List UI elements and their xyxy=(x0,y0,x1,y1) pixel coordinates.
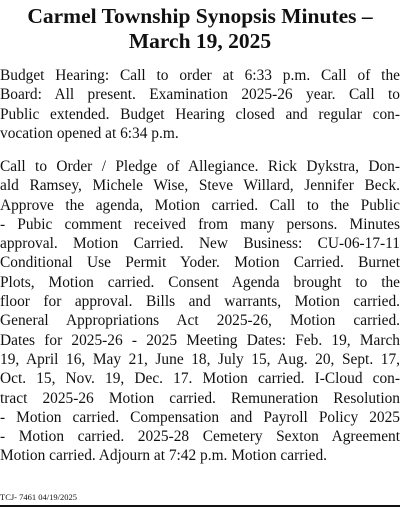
paragraph-line: General Appropriations Act 2025-26, Motion carried. xyxy=(0,312,400,330)
paragraph-line: - Motion carried. Compensation and Payroll Policy 2025 xyxy=(0,408,400,426)
paragraph-line: Dates for 2025-26 - 2025 Meeting Dates: Feb. 19, March xyxy=(0,331,400,349)
paragraph-line: floor for approval. Bills and warrants, Motion carried. xyxy=(0,293,400,311)
paragraph-line: tract 2025-26 Motion carried. Remuneration Resolution xyxy=(0,389,400,407)
paragraph-line: vocation opened at 6:34 p.m. xyxy=(0,124,179,142)
paragraph-line: - Pubic comment received from many persons. Minutes xyxy=(0,215,400,233)
paragraph-line: Public extended. Budget Hearing closed and regular con- xyxy=(0,105,400,123)
paragraph-line: Conditional Use Permit Yoder. Motion Carried. Burnet xyxy=(0,254,400,272)
paragraph-line: Plots, Motion carried. Consent Agenda brought to the xyxy=(0,273,400,291)
notice-title xyxy=(0,4,400,54)
paragraph-line: Call to Order / Pledge of Allegiance. Rick Dykstra, Don- xyxy=(0,158,400,175)
paragraph-line: approval. Motion Carried. New Business: CU-06-17-11 xyxy=(0,235,400,253)
budget-hearing-paragraph xyxy=(0,66,400,143)
title-line: March 19, 2025 xyxy=(128,29,272,53)
paragraph-line: Budget Hearing: Call to order at 6:33 p.m. Call of the xyxy=(0,67,400,84)
title-line: Carmel Township Synopsis Minutes – xyxy=(27,4,373,28)
bottom-divider xyxy=(0,505,400,507)
paragraph-line: ald Ramsey, Michele Wise, Steve Willard, Jennifer Beck. xyxy=(0,177,400,195)
paragraph-line: Oct. 15, Nov. 19, Dec. 17. Motion carried. I-Cloud con- xyxy=(0,370,400,388)
notice-reference-code: TCJ- 7461 04/19/2025 xyxy=(0,492,77,502)
paragraph-line: Approve the agenda, Motion carried. Call to the Public xyxy=(0,196,400,214)
regular-meeting-paragraph xyxy=(0,157,400,466)
paragraph-line: Board: All present. Examination 2025-26 year. Call to xyxy=(0,86,400,104)
paragraph-line: 19, April 16, May 21, June 18, July 15, Aug. 20, Sept. 17, xyxy=(0,350,400,368)
paragraph-line: - Motion carried. 2025-28 Cemetery Sexton Agreement xyxy=(0,428,400,446)
paragraph-line: Motion carried. Adjourn at 7:42 p.m. Motion carried. xyxy=(0,447,327,465)
